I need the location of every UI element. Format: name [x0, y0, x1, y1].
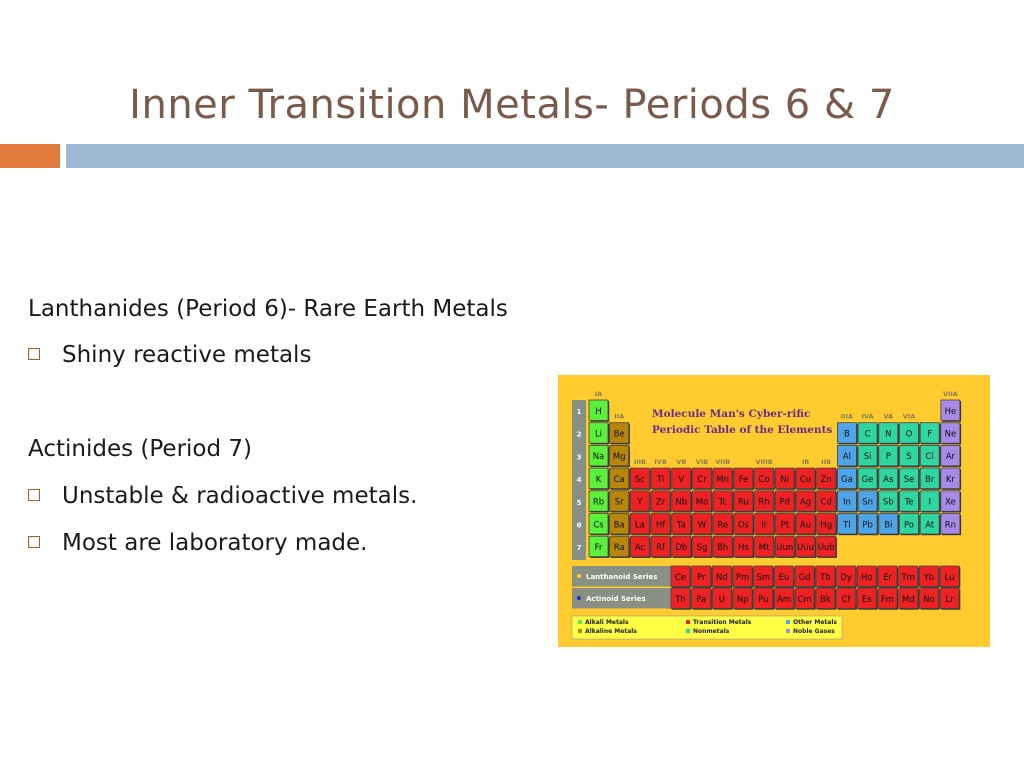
legend-label: Transition Metals: [693, 619, 752, 626]
element-symbol: Cs: [593, 520, 604, 531]
element-symbol: No: [923, 594, 935, 605]
element-symbol: Uun: [776, 542, 794, 553]
element-symbol: Ir: [761, 520, 768, 531]
element-cell: [920, 445, 940, 467]
element-cell: [879, 514, 899, 536]
element-cell: [796, 514, 816, 536]
element-symbol: Nd: [716, 572, 728, 583]
actinoid-cell: [692, 588, 712, 610]
element-symbol: Si: [863, 452, 872, 463]
element-cell: [672, 514, 692, 536]
element-cell: [796, 468, 816, 490]
element-cell: [755, 468, 775, 490]
element-symbol: La: [634, 520, 645, 531]
element-cell: [630, 536, 650, 558]
element-symbol: Pr: [696, 572, 706, 583]
element-symbol: Fr: [594, 542, 603, 553]
period-number: 6: [576, 521, 582, 530]
element-symbol: Bk: [820, 594, 831, 605]
element-cell: [900, 423, 920, 445]
actinoid-cell: [754, 588, 774, 610]
element-cell: [837, 491, 857, 513]
element-cell: [610, 468, 630, 490]
element-symbol: Cu: [799, 474, 812, 485]
element-cell: [837, 445, 857, 467]
element-cell: [775, 491, 795, 513]
group-label: VIIB: [715, 458, 731, 467]
legend-swatch: [578, 620, 582, 624]
element-symbol: Er: [883, 572, 892, 583]
actinoid-series-label: Actinoid Series: [586, 595, 646, 603]
element-cell: [817, 491, 837, 513]
element-cell: [693, 536, 713, 558]
bullet-text: Shiny reactive metals: [62, 342, 312, 368]
element-symbol: Be: [613, 429, 625, 440]
element-symbol: S: [906, 452, 912, 463]
element-cell: [589, 423, 609, 445]
element-symbol: Fe: [738, 474, 749, 485]
element-cell: [589, 400, 609, 422]
element-symbol: Ca: [613, 474, 625, 485]
period-number: 4: [576, 476, 582, 485]
lanthanoid-marker-icon: [577, 574, 581, 578]
actinoid-cell: [816, 588, 836, 610]
element-symbol: Cr: [697, 474, 707, 485]
element-cell: [713, 514, 733, 536]
element-cell: [589, 514, 609, 536]
element-symbol: Nb: [675, 497, 688, 508]
element-symbol: O: [905, 429, 913, 440]
element-symbol: Zn: [820, 474, 832, 485]
element-symbol: Uuu: [797, 542, 814, 553]
actinoid-cell: [733, 588, 753, 610]
element-symbol: Tb: [820, 572, 831, 583]
element-symbol: Tc: [718, 497, 727, 508]
element-cell: [734, 514, 754, 536]
element-cell: [610, 445, 630, 467]
element-cell: [672, 491, 692, 513]
element-cell: [775, 514, 795, 536]
element-cell: [941, 400, 961, 422]
lanthanoid-cell: [671, 566, 691, 588]
actinoid-cell: [899, 588, 919, 610]
group-label: IIA: [614, 412, 625, 421]
element-symbol: Hs: [737, 542, 749, 553]
group-label: IA: [594, 390, 603, 398]
lanthanoid-cell: [940, 566, 960, 588]
element-symbol: Ru: [737, 497, 749, 508]
lanthanoid-cell: [919, 566, 939, 588]
group-label: VIIA: [942, 390, 958, 398]
bullet-item: [28, 530, 367, 556]
bullet-item: [28, 342, 311, 368]
element-cell: [817, 536, 837, 558]
element-cell: [651, 536, 671, 558]
element-symbol: Bh: [717, 542, 729, 553]
lanthanoid-cell: [754, 566, 774, 588]
element-symbol: Sg: [696, 542, 708, 553]
periodic-table-svg: [558, 375, 990, 647]
element-cell: [941, 445, 961, 467]
element-symbol: Co: [758, 474, 770, 485]
element-symbol: Db: [675, 542, 688, 553]
element-cell: [900, 468, 920, 490]
element-symbol: He: [944, 406, 957, 417]
element-cell: [630, 514, 650, 536]
element-symbol: Pu: [758, 594, 769, 605]
element-cell: [693, 468, 713, 490]
actinoid-cell: [857, 588, 877, 610]
lanthanoid-cell: [857, 566, 877, 588]
element-symbol: Cf: [841, 594, 851, 605]
element-cell: [713, 468, 733, 490]
bullet-text: Most are laboratory made.: [62, 530, 368, 556]
element-cell: [693, 514, 713, 536]
element-cell: [589, 445, 609, 467]
element-symbol: Rb: [592, 497, 605, 508]
legend-swatch: [686, 629, 690, 633]
group-label: VIIIB: [755, 458, 773, 467]
element-cell: [589, 468, 609, 490]
element-cell: [775, 536, 795, 558]
element-symbol: Cm: [797, 594, 812, 605]
element-cell: [755, 491, 775, 513]
element-cell: [879, 491, 899, 513]
actinoid-cell: [775, 588, 795, 610]
element-cell: [900, 514, 920, 536]
element-symbol: Sb: [882, 497, 894, 508]
group-label: IVA: [861, 412, 874, 421]
element-symbol: Y: [637, 497, 643, 508]
group-label: VB: [676, 458, 687, 467]
element-cell: [755, 536, 775, 558]
lanthanoid-cell: [692, 566, 712, 588]
lanthanoid-cell: [899, 566, 919, 588]
element-symbol: Gd: [798, 572, 811, 583]
group-label: IVB: [654, 458, 667, 467]
element-cell: [610, 423, 630, 445]
group-label: VIA: [902, 412, 916, 421]
period-number: 5: [576, 498, 582, 507]
element-symbol: Rn: [944, 520, 957, 531]
element-symbol: H: [595, 406, 602, 417]
element-symbol: W: [697, 520, 707, 531]
legend-label: Alkaline Metals: [585, 628, 637, 635]
lanthanoid-cell: [712, 566, 732, 588]
period-number: 1: [576, 408, 582, 416]
element-cell: [920, 514, 940, 536]
accent-bar-orange: [0, 144, 60, 168]
element-symbol: Sm: [756, 572, 771, 583]
element-symbol: Hf: [655, 520, 666, 531]
element-cell: [941, 423, 961, 445]
lanthanoid-cell: [837, 566, 857, 588]
pt-heading-line2: Periodic Table of the Elements: [652, 424, 833, 436]
element-symbol: Mg: [612, 452, 626, 463]
element-cell: [920, 423, 940, 445]
element-cell: [837, 514, 857, 536]
element-symbol: Np: [736, 594, 749, 605]
element-symbol: Ta: [676, 520, 686, 531]
actinoid-cell: [940, 588, 960, 610]
element-cell: [734, 468, 754, 490]
group-label: IIIB: [633, 458, 647, 467]
element-cell: [796, 491, 816, 513]
element-symbol: Hg: [820, 520, 833, 531]
element-symbol: Ba: [613, 520, 625, 531]
actinoid-cell: [919, 588, 939, 610]
element-cell: [734, 536, 754, 558]
element-symbol: In: [842, 497, 851, 508]
element-symbol: K: [595, 474, 602, 485]
bullet-box-icon: [28, 348, 40, 360]
element-symbol: Lu: [944, 572, 955, 583]
element-symbol: Na: [592, 452, 605, 463]
element-cell: [651, 514, 671, 536]
element-symbol: Pb: [862, 520, 873, 531]
element-symbol: Cl: [925, 452, 934, 463]
element-symbol: Uub: [817, 542, 835, 553]
element-cell: [630, 468, 650, 490]
element-cell: [837, 468, 857, 490]
element-symbol: Eu: [778, 572, 790, 583]
element-cell: [879, 445, 899, 467]
actinoid-cell: [795, 588, 815, 610]
lanthanoid-cell: [775, 566, 795, 588]
element-symbol: Ho: [861, 572, 873, 583]
element-symbol: Al: [842, 452, 851, 463]
element-symbol: Ra: [613, 542, 625, 553]
element-symbol: Am: [776, 594, 792, 605]
element-symbol: Tm: [901, 572, 915, 583]
group-label: IIIA: [840, 412, 854, 421]
group-label: VA: [883, 412, 894, 421]
element-symbol: Sn: [862, 497, 873, 508]
element-symbol: Mt: [758, 542, 770, 553]
element-symbol: I: [928, 497, 931, 508]
element-symbol: Lr: [945, 594, 954, 605]
element-symbol: Pt: [780, 520, 790, 531]
element-symbol: Ag: [799, 497, 812, 508]
element-symbol: N: [885, 429, 892, 440]
actinoid-cell: [671, 588, 691, 610]
element-symbol: Ti: [656, 474, 665, 485]
lanthanoid-cell: [733, 566, 753, 588]
element-cell: [796, 536, 816, 558]
group-label: IB: [801, 458, 810, 467]
element-symbol: Mo: [695, 497, 709, 508]
element-symbol: Rh: [758, 497, 770, 508]
element-symbol: Pm: [735, 572, 750, 583]
bullet-item: [28, 483, 417, 509]
element-symbol: Sc: [634, 474, 645, 485]
legend-swatch: [786, 620, 790, 624]
element-symbol: Ni: [780, 474, 790, 485]
legend-label: Alkali Metals: [585, 619, 629, 626]
group-label: VIB: [695, 458, 709, 467]
period-number: 7: [576, 544, 582, 553]
element-symbol: Cd: [820, 497, 832, 508]
period-number: 2: [576, 430, 582, 439]
element-symbol: Ce: [674, 572, 687, 583]
element-symbol: Ga: [841, 474, 853, 485]
element-cell: [900, 445, 920, 467]
element-symbol: Te: [904, 497, 914, 508]
element-symbol: Xe: [945, 497, 956, 508]
element-symbol: Ne: [944, 429, 957, 440]
element-cell: [672, 536, 692, 558]
element-cell: [589, 536, 609, 558]
actinoid-cell: [837, 588, 857, 610]
element-cell: [693, 491, 713, 513]
element-cell: [651, 468, 671, 490]
element-symbol: F: [927, 429, 933, 440]
legend-label: Noble Gases: [793, 628, 835, 635]
element-cell: [713, 536, 733, 558]
element-symbol: Ge: [861, 474, 874, 485]
legend-label: Other Metals: [793, 619, 837, 626]
element-cell: [920, 468, 940, 490]
element-cell: [858, 468, 878, 490]
bullet-box-icon: [28, 536, 40, 548]
bullet-box-icon: [28, 489, 40, 501]
element-symbol: Pd: [779, 497, 791, 508]
element-symbol: At: [925, 520, 935, 531]
element-cell: [651, 491, 671, 513]
element-cell: [610, 536, 630, 558]
element-cell: [589, 491, 609, 513]
element-symbol: Po: [903, 520, 915, 531]
bullet-text: Unstable & radioactive metals.: [62, 483, 418, 509]
element-cell: [941, 514, 961, 536]
element-cell: [858, 445, 878, 467]
periodic-table-image: [558, 375, 990, 647]
period-number: 3: [576, 453, 582, 462]
element-symbol: Th: [675, 594, 686, 605]
legend-label: Nonmetals: [693, 628, 730, 635]
lanthanoid-series-label: Lanthanoid Series: [586, 573, 658, 581]
element-cell: [858, 514, 878, 536]
element-symbol: Os: [737, 520, 749, 531]
element-cell: [837, 423, 857, 445]
element-symbol: Ac: [634, 542, 646, 553]
slide-title: Inner Transition Metals- Periods 6 & 7: [129, 82, 895, 128]
lanthanoid-cell: [878, 566, 898, 588]
accent-bar-blue: [66, 144, 1024, 168]
element-cell: [610, 491, 630, 513]
element-symbol: U: [718, 594, 726, 605]
element-symbol: Bi: [884, 520, 893, 531]
element-symbol: Se: [903, 474, 915, 485]
element-symbol: Br: [925, 474, 935, 485]
element-symbol: Rf: [656, 542, 666, 553]
element-cell: [900, 491, 920, 513]
element-cell: [672, 468, 692, 490]
element-symbol: Yb: [923, 572, 935, 583]
actinides-heading: Actinides (Period 7): [28, 436, 253, 462]
element-symbol: Zr: [655, 497, 666, 508]
element-symbol: Mn: [716, 474, 730, 485]
element-symbol: Es: [861, 594, 872, 605]
element-symbol: Li: [594, 429, 603, 440]
element-cell: [858, 491, 878, 513]
lanthanides-heading: Lanthanides (Period 6)- Rare Earth Metals: [28, 296, 508, 322]
element-symbol: Kr: [945, 474, 955, 485]
actinoid-cell: [878, 588, 898, 610]
element-cell: [879, 468, 899, 490]
group-label: IIB: [821, 458, 832, 467]
element-cell: [941, 491, 961, 513]
legend-swatch: [578, 629, 582, 633]
element-cell: [734, 491, 754, 513]
element-symbol: P: [885, 452, 891, 463]
element-symbol: Fm: [880, 594, 895, 605]
element-symbol: Au: [799, 520, 812, 531]
element-symbol: As: [883, 474, 894, 485]
element-symbol: V: [678, 474, 685, 485]
legend-swatch: [786, 629, 790, 633]
element-cell: [755, 514, 775, 536]
element-cell: [713, 491, 733, 513]
lanthanoid-cell: [816, 566, 836, 588]
actinoid-cell: [712, 588, 732, 610]
actinoid-marker-icon: [577, 596, 581, 600]
element-symbol: Pa: [696, 594, 707, 605]
element-symbol: Tl: [843, 520, 851, 531]
element-cell: [920, 491, 940, 513]
element-symbol: Re: [717, 520, 729, 531]
element-symbol: Md: [901, 594, 915, 605]
element-cell: [775, 468, 795, 490]
element-cell: [817, 514, 837, 536]
lanthanoid-cell: [795, 566, 815, 588]
element-symbol: Dy: [840, 572, 852, 583]
element-symbol: Sr: [614, 497, 624, 508]
legend-swatch: [686, 620, 690, 624]
element-cell: [817, 468, 837, 490]
element-symbol: C: [864, 429, 871, 440]
element-symbol: Ar: [945, 452, 956, 463]
element-symbol: B: [843, 429, 850, 440]
element-cell: [941, 468, 961, 490]
element-cell: [858, 423, 878, 445]
element-cell: [630, 491, 650, 513]
pt-heading-line1: Molecule Man's Cyber-rific: [652, 408, 811, 420]
element-cell: [610, 514, 630, 536]
element-cell: [879, 423, 899, 445]
